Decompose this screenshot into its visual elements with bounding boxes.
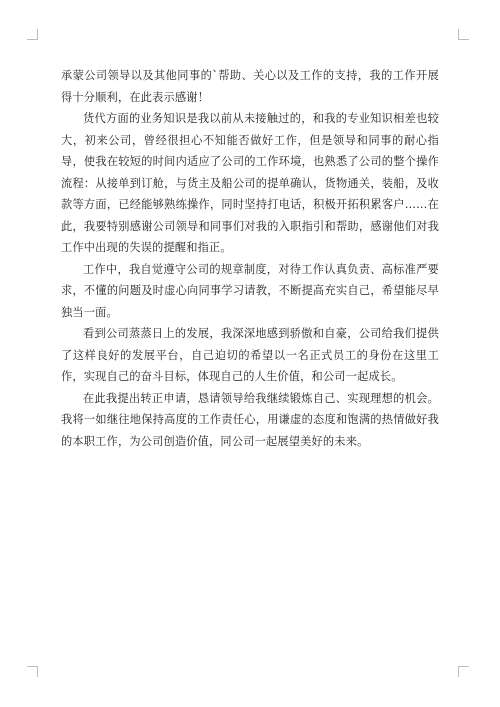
paragraph-application: 在此我提出转正申请，恳请领导给我继续锻炼自己、实现理想的机会。我将一如继往地保持高度的工作责任心，用谦虚的态度和饱满的热情做好我的本职工作，为公司创造价值，同公司一起展望美好的未来。: [61, 391, 439, 448]
paragraph-thanks: 承蒙公司领导以及其他同事的`帮助、关心以及工作的支持，我的工作开展得十分顺利，在此表示感谢！: [61, 69, 439, 104]
paragraph-company-development: 看到公司蒸蒸日上的发展，我深深地感到骄傲和自豪，公司给我们提供了这样良好的发展平台，自己迫切的希望以一名正式员工的身份在这里工作，实现自己的奋斗目标，体现自己的人生价值，和公司一起成长。: [61, 327, 439, 383]
paragraph-work-attitude: 工作中，我自觉遵守公司的规章制度，对待工作认真负责、高标准严要求，不懂的问题及时虚心向同事学习请教，不断提高充实自己，希望能尽早独当一面。: [61, 262, 439, 319]
crop-mark-bottom-right: [458, 666, 469, 677]
paragraph-business-knowledge: 货代方面的业务知识是我以前从未接触过的，和我的专业知识相差也较大，初来公司，曾经很担心不知能否做好工作，但是领导和同事的耐心指导，使我在较短的时间内适应了公司的工作环境，也熟悉了公司的整个操作流程：从接单到订舱，与货主及船公司的提单确认，货物通关，装船，及收款等方面，已经能够熟练操作，同时坚持打电话，积极开拓积累客户……在此，我要特别感谢公司领导和同事们对我的入职指引和帮助，感谢他们对我工作中出现的失误的提醒和指正。: [61, 112, 439, 254]
crop-mark-bottom-left: [27, 666, 38, 677]
crop-mark-top-left: [27, 29, 38, 40]
document-body: [61, 65, 439, 452]
crop-mark-top-right: [458, 29, 469, 40]
